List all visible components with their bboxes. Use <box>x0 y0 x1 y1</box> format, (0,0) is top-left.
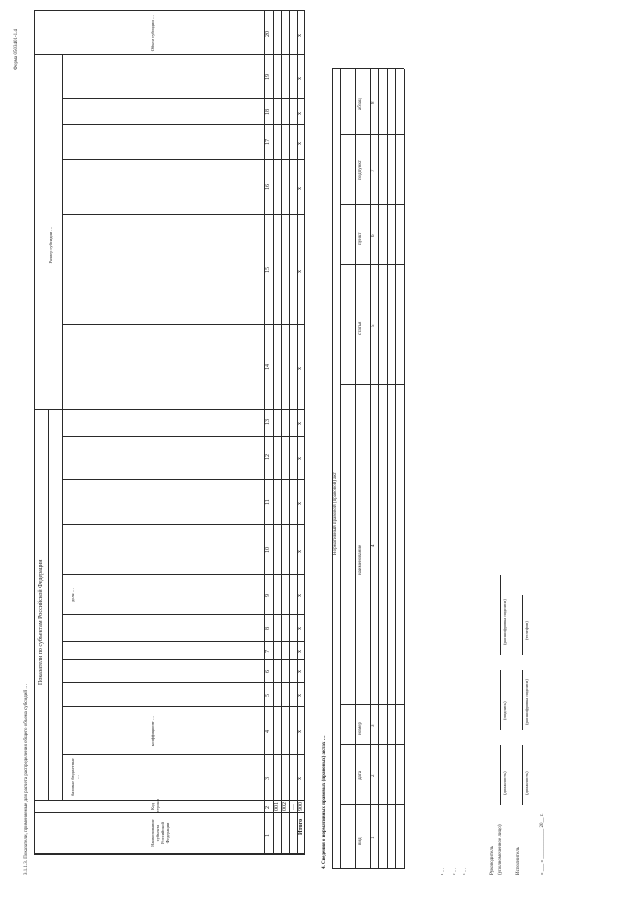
col-number: 14 <box>265 364 271 370</box>
col-number: 5 <box>265 694 271 697</box>
head-sub: (уполномоченное лицо) <box>498 824 503 875</box>
head-label: Руководитель <box>490 845 495 875</box>
col-number: 11 <box>265 499 271 505</box>
total-mark: x <box>297 457 303 460</box>
header-coef-col: коэффициент … <box>150 715 155 747</box>
total-mark: x <box>297 550 303 553</box>
total-mark: x <box>297 594 303 597</box>
total-mark: x <box>297 77 303 80</box>
section4-col-number: 1 <box>371 836 376 839</box>
total-mark: x <box>297 367 303 370</box>
total-mark: x <box>297 142 303 145</box>
executor-label: Исполнитель <box>516 847 521 875</box>
col-number: 13 <box>265 419 271 425</box>
section4-col-head: абзац <box>358 98 363 110</box>
section4-col-number: 5 <box>371 324 376 327</box>
header-group2: доля … <box>70 587 75 603</box>
section4-col-number: 7 <box>371 169 376 172</box>
total-mark: x <box>297 502 303 505</box>
col-number: 10 <box>265 547 271 553</box>
total-mark: x <box>297 270 303 273</box>
row-code: 001 <box>274 802 280 811</box>
col-number: 6 <box>265 670 271 673</box>
total-mark: x <box>297 34 303 37</box>
col-number: 15 <box>265 267 271 273</box>
section4-col-number: 8 <box>371 101 376 104</box>
total-mark: x <box>297 627 303 630</box>
header-subject-col: Наименование субъекта Российской Федерации <box>150 819 171 847</box>
sig-name: (расшифровка подписи) <box>502 599 507 645</box>
total-mark: x <box>297 730 303 733</box>
col-number: 8 <box>265 627 271 630</box>
col-number: 19 <box>265 74 271 80</box>
date-label: « ___ » ____________ 20__ г. <box>540 813 545 875</box>
section4-col-number: 4 <box>371 544 376 547</box>
footnote: ¹ … <box>440 868 445 875</box>
form-code: Форма 0503401-1.4 <box>14 29 19 70</box>
sig-signature: (подпись) <box>502 701 507 720</box>
section4-subheader: Нормативный правовой (правовой) акт <box>333 472 338 555</box>
header-code-col: Код строки <box>150 799 161 812</box>
col-number: 4 <box>265 730 271 733</box>
total-mark: x <box>297 694 303 697</box>
section4-col-number: 2 <box>371 774 376 777</box>
row-code: … <box>290 804 296 810</box>
total-mark: x <box>297 422 303 425</box>
header-total-col: Объем субсидии … <box>150 14 155 52</box>
col-number: 7 <box>265 650 271 653</box>
col-number: 9 <box>265 594 271 597</box>
row-code: 002 <box>282 802 288 811</box>
total-mark: x <box>297 670 303 673</box>
header-group1: базовые бюджетные … <box>70 758 81 796</box>
section4-col-head: подпункт <box>358 160 363 180</box>
exec-name: (расшифровка подписи) <box>524 679 529 725</box>
col-number: 20 <box>265 31 271 37</box>
col-number: 17 <box>265 139 271 145</box>
col-number: 12 <box>265 454 271 460</box>
footnote: ³ … <box>462 868 467 875</box>
col-number: 16 <box>265 184 271 190</box>
exec-position: (должность) <box>524 771 529 795</box>
total-mark: x <box>297 112 303 115</box>
col-number: 2 <box>265 806 271 809</box>
total-mark: x <box>297 650 303 653</box>
section4-col-head: вид <box>358 837 363 845</box>
col-number: 18 <box>265 109 271 115</box>
section4-title: 4. Сведения о нормативных правовых (правовых) актах … <box>322 735 327 869</box>
section4-col-head: номер <box>358 722 363 735</box>
total-mark: x <box>297 187 303 190</box>
footnote: ² … <box>452 868 457 875</box>
total-row-label: Итого <box>298 818 304 835</box>
total-mark: x <box>297 777 303 780</box>
section4-col-head: пункт <box>358 232 363 245</box>
section4-col-head: статья <box>358 321 363 335</box>
section4-col-head: дата <box>358 770 363 780</box>
exec-phone: (телефон) <box>524 621 529 640</box>
header-group3: Размер субсидии … <box>48 226 53 264</box>
total-row-code: 900 <box>298 802 304 811</box>
section4-col-number: 6 <box>371 234 376 237</box>
header-main: Показатели по субъектам Российской Федерации <box>38 559 44 685</box>
sig-position: (должность) <box>502 771 507 795</box>
section-title: 3.1.1.3. Показатели, применяемые для расчета распределения общего объема субсидий … <box>24 683 29 875</box>
col-number: 1 <box>265 834 271 837</box>
section4-col-number: 3 <box>371 724 376 727</box>
col-number: 3 <box>265 777 271 780</box>
section4-col-head: наименование <box>358 544 363 575</box>
